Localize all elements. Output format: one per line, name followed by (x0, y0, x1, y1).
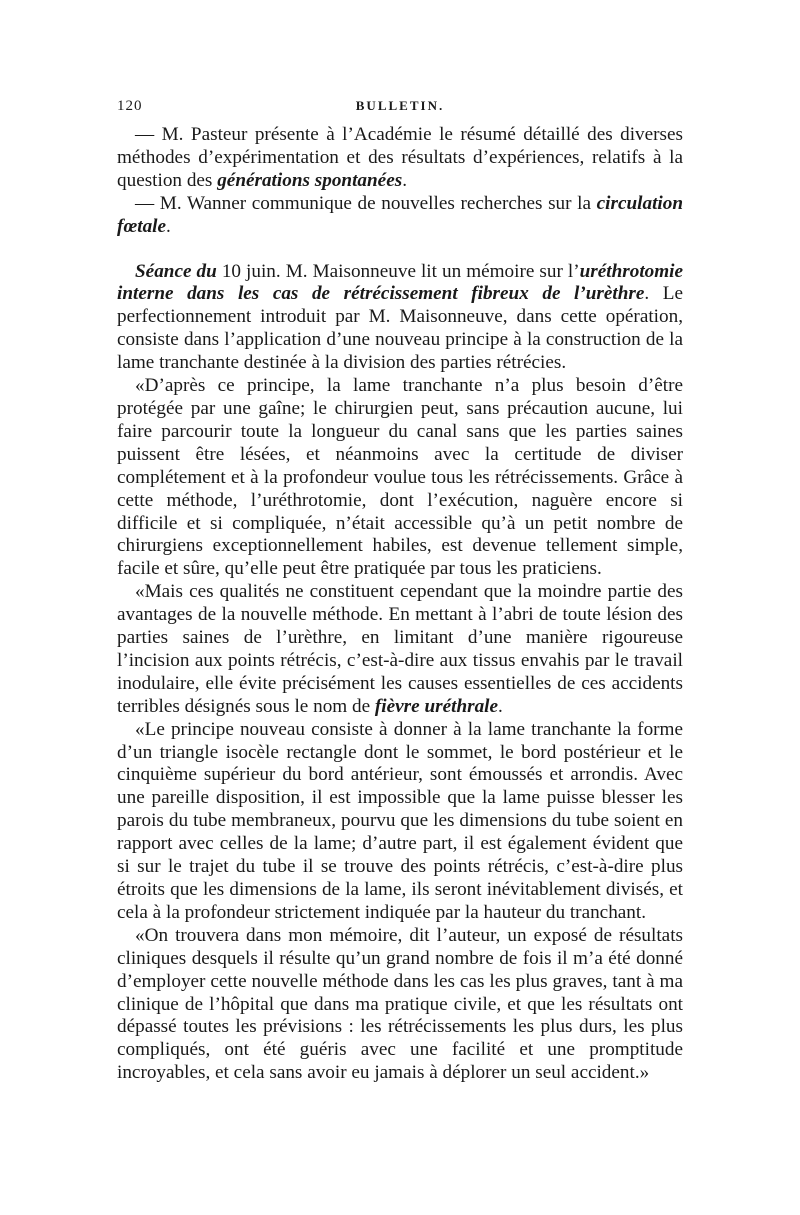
page-number: 120 (117, 98, 143, 114)
seance-date: 10 juin. (221, 260, 281, 282)
paragraph-text: — M. Pasteur présente à l’Académie le résumé détaillé des diverses méthodes d’expérimentation et des résultats d’expériences, relatifs à la question des (117, 124, 683, 191)
paragraph-seance (117, 261, 683, 376)
paragraph-text: — M. Wanner communique de nouvelles recherches sur la (135, 192, 597, 214)
seance-label: Séance du (135, 260, 217, 282)
paragraph-text: . (498, 695, 503, 717)
paragraph-principe: «D’après ce principe, la lame tranchante n’a plus besoin d’être protégée par une gaîne; le chirurgien peut, sans précaution aucune, lui faire parcourir toute la longueur du canal sans que les parties saines puissent être lésées, et néanmoins avec la certitude de diviser complétement et à la profondeur voulue tous les rétrécissements. Grâce à cette méthode, l’uréthrotomie, dont l’exécution, naguère encore si difficile et si compliquée, n’était accessible qu’à un petit nombre de chirurgiens exceptionnellement habiles, est devenue tellement simple, facile et sûre, qu’elle peut être pratiquée par tous les praticiens. (117, 375, 683, 580)
paragraph-text: «Mais ces qualités ne constituent cependant que la moindre partie des avantages de la nouvelle méthode. En mettant à l’abri de toute lésion des parties saines de l’urèthre, en limitant d’une manière rigoureuse l’incision aux points rétrécis, c’est-à-dire aux tissus envahis par le travail inodulaire, elle évite précisément les causes essentielles de ces accidents terribles désignés sous le nom de (117, 581, 683, 717)
italic-term: fièvre uréthrale (374, 695, 499, 717)
italic-term: circulation fœtale (117, 192, 683, 237)
paragraph-lame: «Le principe nouveau consiste à donner à la lame tranchante la forme d’un triangle isocèle rectangle dont le sommet, le bord postérieur et le cinquième supérieur du bord antérieur, sont émoussés et arrondis. Avec une pareille disposition, il est impossible que la lame puisse blesser les parois du tube membraneux, pourvu que les dimensions du tube soient en rapport avec celles de la lame; d’autre part, il est également évident que si sur le trajet du tube il se trouve des points rétrécis, c’est-à-dire plus étroits que les dimensions de la lame, ils seront inévitablement divisés, et cela à la profondeur strictement indiquée par la hauteur du tranchant. (117, 718, 683, 923)
italic-term: générations spontanées (217, 169, 403, 191)
running-head (117, 98, 683, 124)
paragraph-pasteur (117, 124, 683, 193)
paragraph-text: M. Maisonneuve lit un mémoire sur l’ (285, 260, 580, 282)
paragraph-text: . (402, 169, 407, 191)
running-title: BULLETIN. (355, 98, 445, 113)
paragraph-resultats: «On trouvera dans mon mémoire, dit l’auteur, un exposé de résultats cliniques desquels il résulte qu’un grand nombre de fois il m’a été donné d’employer cette nouvelle méthode dans les cas les plus graves, tant à ma clinique de l’hôpital que dans ma pratique civile, et que les résultats ont dépassé toutes les prévisions : les rétrécissements les plus durs, les plus compliqués, ont été guéris avec une facilité et une promptitude incroyables, et cela sans avoir eu jamais à déplorer un seul accident.» (117, 924, 683, 1084)
body-text (117, 124, 683, 1085)
paragraph-text: . Le perfectionnement introduit par M. Maisonneuve, dans cette opération, consiste dans l’application d’une nouveau principe à la construction de la lame tranchante destinée à la division des parties rétrécies. (117, 283, 683, 374)
paragraph-text: . (166, 215, 171, 237)
italic-term: uréthrotomie interne dans les cas de rétrécissement fibreux de l’urèthre (117, 260, 684, 305)
paragraph-wanner (117, 193, 683, 239)
paragraph-qualites (117, 581, 683, 718)
